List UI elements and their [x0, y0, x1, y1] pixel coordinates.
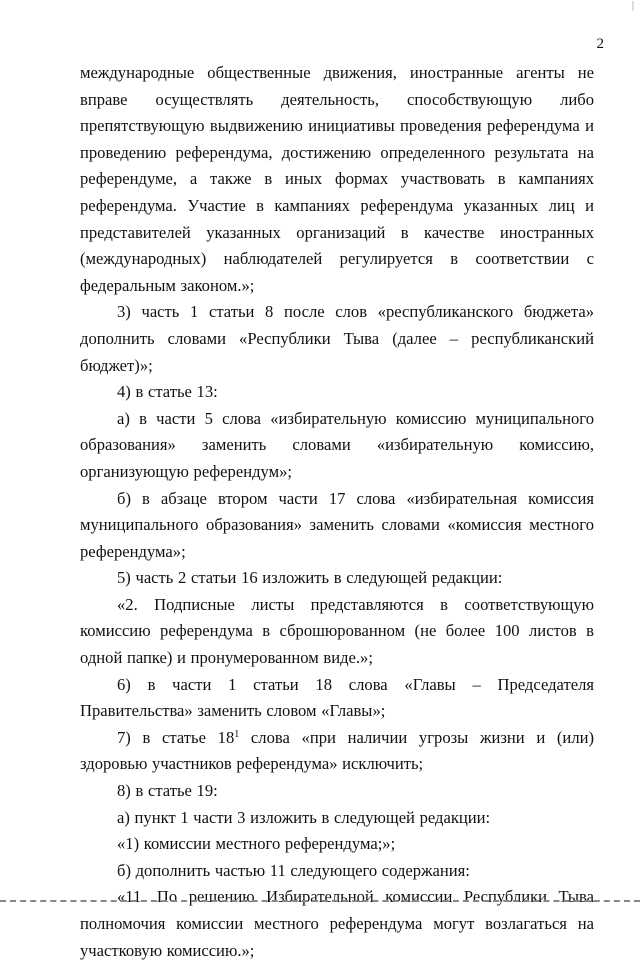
paragraph-item-5: 5) часть 2 статьи 16 изложить в следующей редакции:	[117, 568, 503, 588]
document-body	[80, 60, 594, 964]
paragraph-item-4a: а) в части 5 слова «избирательную комиссию муниципального образования» заменить словами «избирательную комиссию, организующую референдум»;	[80, 408, 594, 481]
paragraph-item-8b: б) дополнить частью 11 следующего содержания:	[117, 860, 470, 880]
paragraph-item-4b: б) в абзаце втором части 17 слова «избирательная комиссия муниципального образования» заменить словами «комиссия местного референдума»;	[80, 488, 594, 561]
superscript-marker: 1	[234, 728, 240, 740]
paragraph-item-8a: а) пункт 1 части 3 изложить в следующей редакции:	[117, 807, 491, 827]
page-number: 2	[596, 36, 604, 52]
paragraph-item-8: 8) в статье 19:	[117, 781, 218, 801]
paragraph-item-6: 6) в части 1 статьи 18 слова «Главы – Председателя Правительства» заменить словом «Главы»;	[80, 674, 594, 721]
paragraph-item-3: 3) часть 1 статьи 8 после слов «республиканского бюджета» дополнить словами «Республики Тыва (далее – республиканский бюджет)»;	[80, 302, 594, 375]
paragraph-quote-5: «2. Подписные листы представляются в соответствующую комиссию референдума в сброшюрованном (не более 100 листов в одной папке) и пронумерованном виде.»;	[80, 594, 594, 668]
paragraph-quote-8a: «1) комиссии местного референдума;»;	[117, 834, 396, 854]
paragraph-continuation: международные общественные движения, иностранные агенты не вправе осуществлять деятельность, способствующую либо препятствующую выдвижению инициативы проведения референдума и проведению референдума, достижению определенного результата на референдуме, а также в иных формах участвовать в кампаниях референдума. Участие в кампаниях референдума указанных лиц и представителей указанных организаций в качестве иностранных (международных) наблюдателей регулируется в соответствии с федеральным законом.»;	[80, 63, 594, 295]
paragraph-item-7-rest: слова «при наличии угрозы жизни и (или) здоровью участников референдума» исключить;	[80, 727, 595, 774]
paragraph-item-7-lead: 7) в статье 18	[117, 727, 235, 747]
bottom-border	[0, 900, 640, 902]
paragraph-item-4: 4) в статье 13:	[117, 382, 218, 402]
paragraph-quote-8b: «11. По решению Избирательной комиссии Республики Тыва полномочия комиссии местного референдума могут возлагаться на участковую комиссию.»;	[80, 887, 594, 960]
paragraph-item-7	[80, 725, 594, 778]
corner-mark: |	[631, 0, 634, 11]
